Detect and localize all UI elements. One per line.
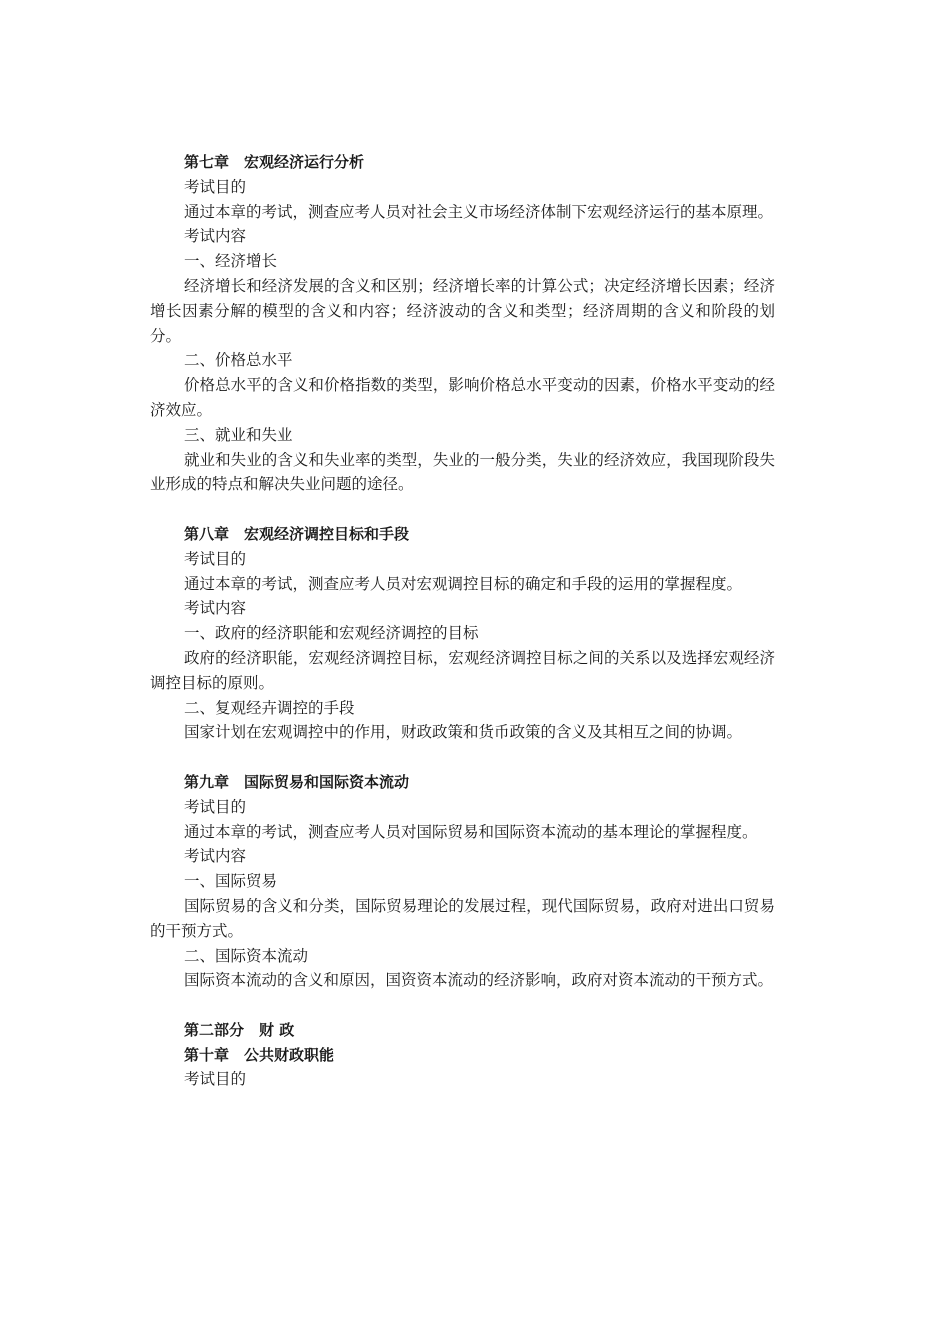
chapter-heading: 第七章 宏观经济运行分析 [184, 153, 365, 171]
item-title: 三、就业和失业 [184, 425, 293, 444]
part-2 [150, 1018, 775, 1092]
chapter-9 [150, 770, 775, 993]
content-label: 考试内容 [184, 227, 247, 246]
part-heading: 第二部分 财 政 [184, 1020, 295, 1039]
item-text: 经济增长和经济发展的含义和区别；经济增长率的计算公式；决定经济增长因素；经济增长因素分解的模型的含义和内容；经济波动的含义和类型；经济周期的含义和阶段的划分。 [150, 276, 775, 345]
item-text: 就业和失业的含义和失业率的类型，失业的一般分类，失业的经济效应，我国现阶段失业形成的特点和解决失业问题的途径。 [150, 450, 775, 494]
chapter-8 [150, 522, 775, 745]
chapter-heading: 第十章 公共财政职能 [184, 1045, 335, 1064]
item-text: 国际贸易的含义和分类，国际贸易理论的发展过程，现代国际贸易，政府对进出口贸易的干预方式。 [150, 896, 775, 940]
purpose-text: 通过本章的考试，测查应考人员对国际贸易和国际资本流动的基本理论的掌握程度。 [184, 822, 758, 841]
content-label: 考试内容 [184, 847, 247, 866]
item-title: 二、复观经卉调控的手段 [184, 698, 355, 717]
chapter-7 [150, 150, 775, 497]
item-title: 一、经济增长 [184, 252, 278, 271]
section-spacer [150, 745, 775, 770]
item-title: 二、国际资本流动 [184, 946, 309, 965]
item-text: 国际资本流动的含义和原因，国资资本流动的经济影响，政府对资本流动的干预方式。 [184, 971, 774, 990]
purpose-label: 考试目的 [184, 177, 247, 196]
content-label: 考试内容 [184, 599, 247, 618]
section-spacer [150, 497, 775, 522]
document-body [150, 150, 775, 1092]
chapter-heading: 第八章 宏观经济调控目标和手段 [184, 524, 410, 543]
purpose-label: 考试目的 [184, 549, 247, 568]
item-text: 国家计划在宏观调控中的作用，财政政策和货币政策的含义及其相互之间的协调。 [184, 723, 743, 742]
purpose-text: 通过本章的考试，测查应考人员对社会主义市场经济体制下宏观经济运行的基本原理。 [184, 202, 774, 221]
item-title: 一、国际贸易 [184, 872, 278, 891]
item-title: 二、价格总水平 [184, 351, 293, 370]
item-text: 政府的经济职能，宏观经济调控目标，宏观经济调控目标之间的关系以及选择宏观经济调控目标的原则。 [150, 648, 775, 692]
purpose-label: 考试目的 [184, 1070, 247, 1089]
purpose-label: 考试目的 [184, 797, 247, 816]
item-text: 价格总水平的含义和价格指数的类型，影响价格总水平变动的因素，价格水平变动的经济效应。 [150, 376, 775, 419]
section-spacer [150, 993, 775, 1018]
purpose-text: 通过本章的考试，测查应考人员对宏观调控目标的确定和手段的运用的掌握程度。 [184, 574, 743, 593]
chapter-heading: 第九章 国际贸易和国际资本流动 [184, 772, 410, 791]
item-title: 一、政府的经济职能和宏观经济调控的目标 [184, 624, 479, 643]
